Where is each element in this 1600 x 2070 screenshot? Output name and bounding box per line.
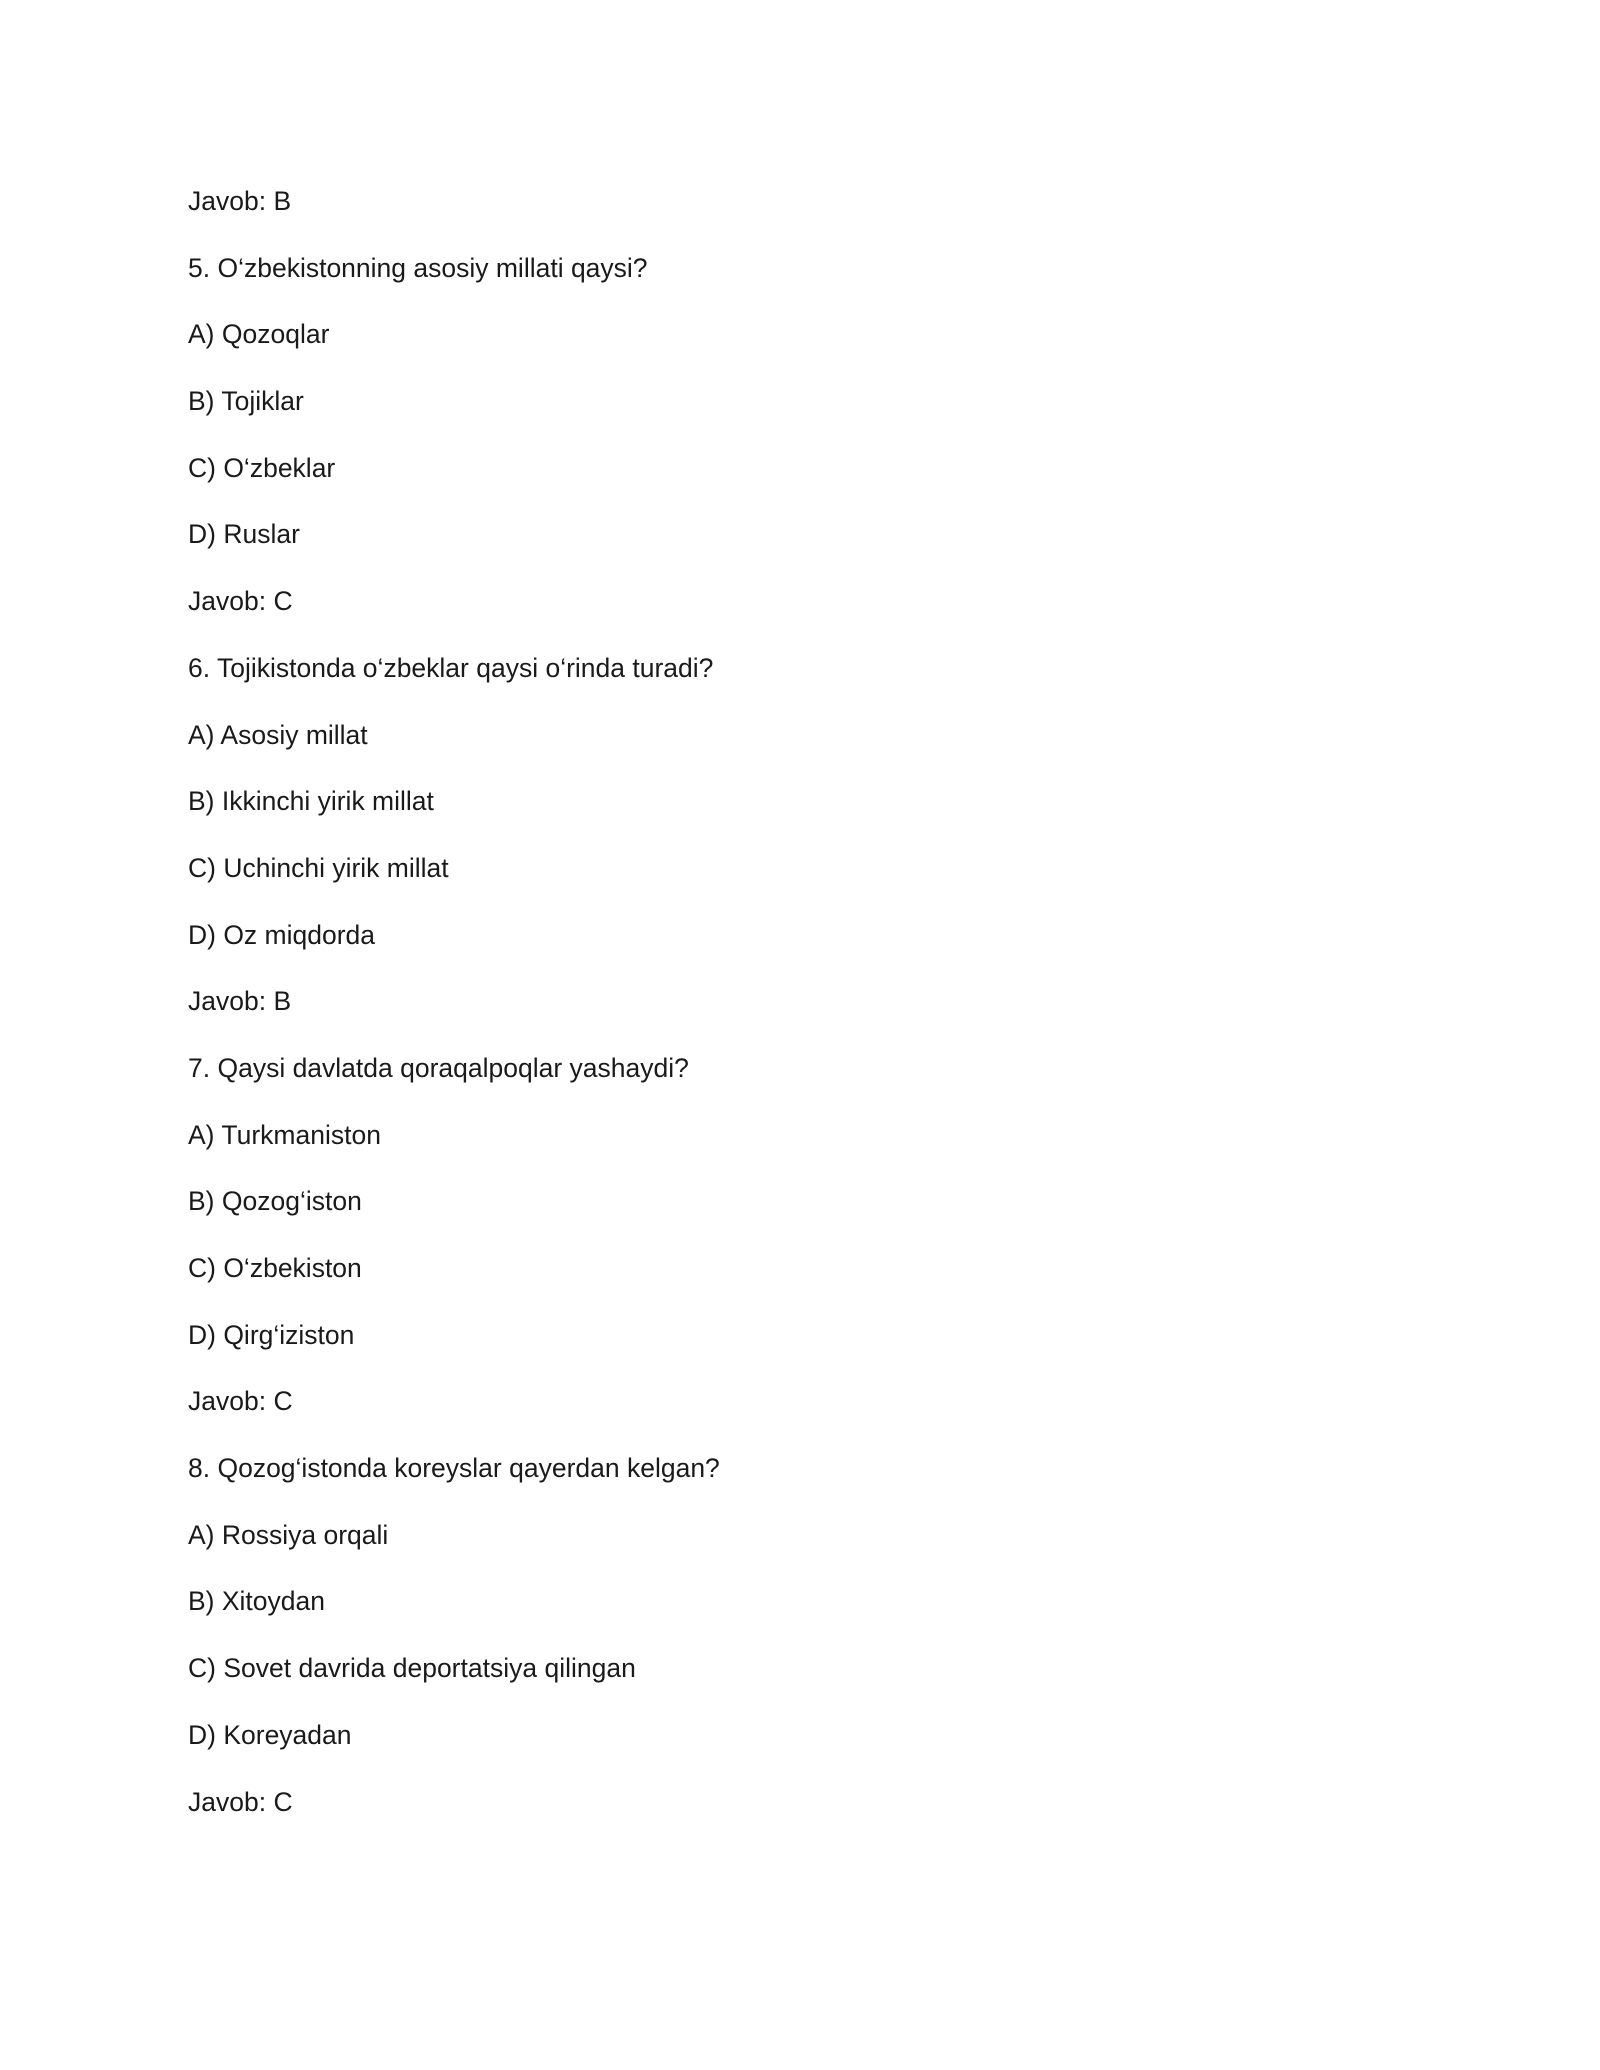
option-line: B) Tojiklar: [188, 386, 304, 417]
answer-line: Javob: C: [188, 586, 293, 617]
answer-line: Javob: B: [188, 186, 292, 216]
quiz-content: [188, 184, 1408, 1851]
answer-line: Javob: C: [188, 1386, 293, 1417]
option-line: D) Koreyadan: [188, 1719, 352, 1750]
question-7: 7. Qaysi davlatda qoraqalpoqlar yashaydi?: [188, 1052, 689, 1083]
option-line: B) Qozog‘iston: [188, 1186, 362, 1217]
answer-line: Javob: B: [188, 986, 292, 1017]
option-line: A) Qozoqlar: [188, 319, 330, 350]
option-line: D) Qirg‘iziston: [188, 1319, 355, 1350]
question-5: 5. O‘zbekistonning asosiy millati qaysi?: [188, 252, 648, 283]
option-line: A) Turkmaniston: [188, 1119, 381, 1150]
option-line: B) Xitoydan: [188, 1586, 325, 1617]
option-line: A) Rossiya orqali: [188, 1519, 389, 1550]
option-line: B) Ikkinchi yirik millat: [188, 786, 434, 817]
option-line: C) Uchinchi yirik millat: [188, 852, 449, 883]
option-line: C) O‘zbekiston: [188, 1253, 362, 1283]
answer-line: Javob: C: [188, 1786, 293, 1817]
question-8: 8. Qozog‘istonda koreyslar qayerdan kelgan?: [188, 1453, 720, 1484]
option-line: A) Asosiy millat: [188, 719, 368, 750]
question-6: 6. Tojikistonda o‘zbeklar qaysi o‘rinda turadi?: [188, 652, 714, 683]
option-line: D) Ruslar: [188, 519, 300, 550]
option-line: C) O‘zbeklar: [188, 452, 336, 483]
option-line: D) Oz miqdorda: [188, 919, 376, 950]
option-line: C) Sovet davrida deportatsiya qilingan: [188, 1653, 636, 1684]
